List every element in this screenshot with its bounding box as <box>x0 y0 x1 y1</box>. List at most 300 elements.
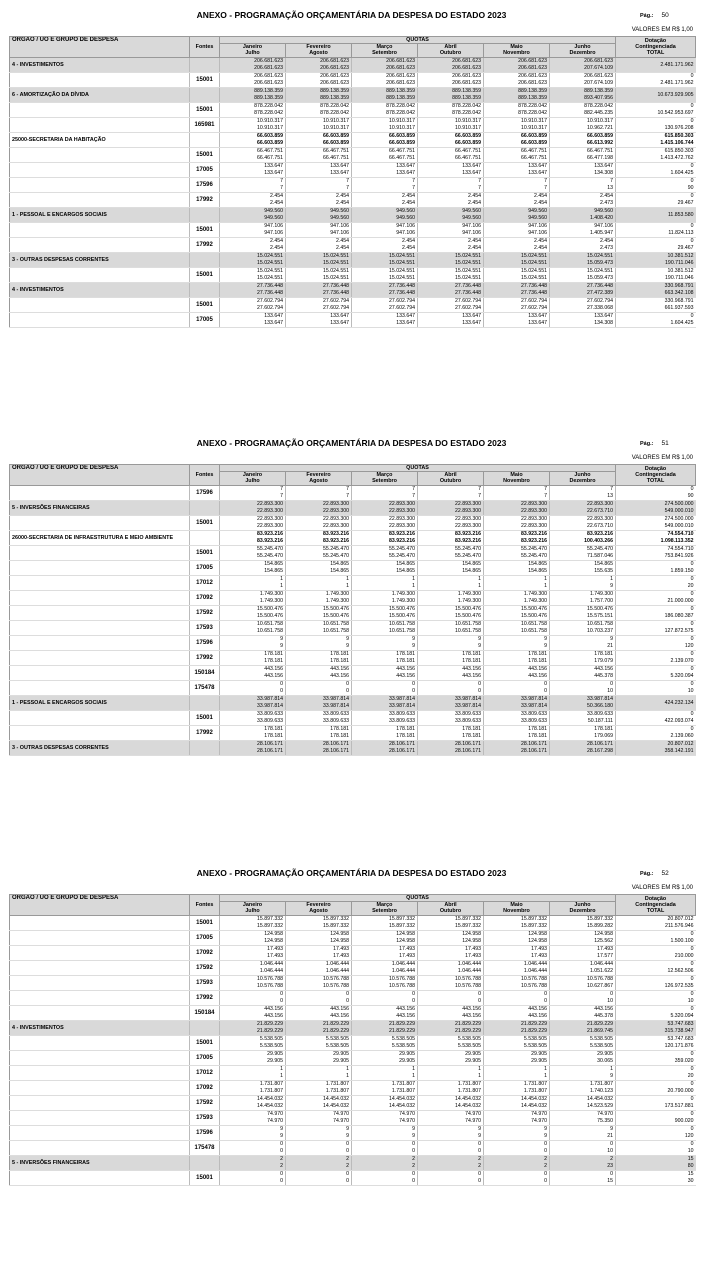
row-value: 55.245.470 <box>455 546 481 553</box>
source-row <box>10 1125 696 1140</box>
row-value: 949.560 <box>528 208 547 215</box>
row-value-cell <box>286 117 352 132</box>
row-value: 2.454 <box>336 199 349 206</box>
row-value: 9 <box>412 642 415 649</box>
row-value-cell <box>550 1020 616 1035</box>
row-label <box>10 312 190 327</box>
row-label <box>10 147 190 162</box>
row-value: 22.893.300 <box>257 516 283 523</box>
report-page <box>0 6 703 426</box>
row-value: 2.454 <box>468 244 481 251</box>
row-value: 133.647 <box>594 163 614 170</box>
row-value-cell <box>220 1110 286 1125</box>
row-value: 10.910.317 <box>323 124 349 131</box>
row-value: 15.897.332 <box>521 916 547 923</box>
row-value: 33.809.633 <box>455 711 481 718</box>
row-value: 133.647 <box>330 313 349 320</box>
row-value: 206.681.623 <box>254 79 283 86</box>
row-value: 0 <box>544 1147 547 1154</box>
row-value-cell <box>418 87 484 102</box>
row-value: 9 <box>478 636 481 643</box>
row-value-cell <box>550 575 616 590</box>
row-fonte: 17992 <box>190 650 220 665</box>
header-month-line: Novembro <box>503 908 530 915</box>
header-month-line: Outubro <box>439 908 462 915</box>
row-value: 0 <box>690 1096 694 1103</box>
row-value: 0 <box>690 73 694 80</box>
row-label <box>10 635 190 650</box>
row-value: 5.320.094 <box>670 672 694 679</box>
row-value: 9 <box>610 1072 614 1079</box>
row-value: 947.106 <box>264 223 283 230</box>
row-value: 0 <box>412 991 415 998</box>
row-value: 10.651.758 <box>389 627 415 634</box>
row-value: 83.923.216 <box>257 531 283 538</box>
row-fonte: 15001 <box>190 222 220 237</box>
row-value: 15.024.551 <box>257 268 283 275</box>
row-value: 22.893.300 <box>257 501 283 508</box>
row-value: 66.467.751 <box>389 148 415 155</box>
row-value: 9 <box>544 1132 547 1139</box>
row-value: 0 <box>690 726 694 733</box>
row-fonte <box>190 1020 220 1035</box>
row-value-cell <box>286 192 352 207</box>
row-value: 120.171.876 <box>664 1042 694 1049</box>
expense-group-row <box>10 252 696 267</box>
row-value: 22.893.300 <box>323 522 349 529</box>
page-number <box>640 870 669 877</box>
row-value: 330.968.791 <box>664 298 694 305</box>
row-value: 154.865 <box>264 561 283 568</box>
row-value: 206.681.623 <box>518 58 547 65</box>
row-value: 1 <box>346 1072 349 1079</box>
row-value: 0 <box>610 681 614 688</box>
row-value-cell <box>484 560 550 575</box>
row-value: 15.059.473 <box>587 259 614 266</box>
header-month <box>286 902 352 915</box>
row-value: 12.562.506 <box>667 967 694 974</box>
row-value-cell <box>352 710 418 725</box>
row-value: 15.500.476 <box>455 606 481 613</box>
row-value: 0 <box>280 687 283 694</box>
row-value: 33.809.633 <box>257 717 283 724</box>
row-value-cell <box>418 1065 484 1080</box>
row-value-cell <box>484 57 550 72</box>
row-value: 1 <box>280 582 283 589</box>
row-value-cell <box>418 147 484 162</box>
row-value-cell <box>550 680 616 695</box>
row-value: 22.893.300 <box>455 522 481 529</box>
row-value: 15.897.332 <box>323 916 349 923</box>
header-fontes: Fontes <box>190 895 220 916</box>
row-value-cell <box>418 57 484 72</box>
row-value: 206.681.623 <box>386 58 415 65</box>
row-value: 443.156 <box>462 1006 481 1013</box>
page-title: ANEXO - PROGRAMAÇÃO ORÇAMENTÁRIA DA DESPESA DO ESTADO 2023 <box>196 10 507 20</box>
header-month <box>484 902 550 915</box>
header-month-line: Setembro <box>372 50 397 57</box>
row-value-cell <box>418 102 484 117</box>
row-value: 10.910.317 <box>587 118 614 125</box>
header-month-line: Dezembro <box>569 50 596 57</box>
row-fonte: 150184 <box>190 1005 220 1020</box>
row-fonte: 175478 <box>190 1140 220 1155</box>
row-value: 1.604.425 <box>670 319 694 326</box>
row-value: 33.987.814 <box>389 696 415 703</box>
row-value: 14.454.032 <box>323 1096 349 1103</box>
row-value: 889.138.359 <box>386 88 415 95</box>
row-fonte: 15001 <box>190 72 220 87</box>
row-value: 20.790.000 <box>667 1087 694 1094</box>
row-value: 33.809.633 <box>323 717 349 724</box>
row-value: 443.156 <box>264 1012 283 1019</box>
row-value-cell <box>418 695 484 710</box>
row-value: 0 <box>280 997 283 1004</box>
row-value: 15.897.332 <box>455 916 481 923</box>
row-value-cell <box>220 1065 286 1080</box>
row-value: 17.493 <box>267 946 283 953</box>
row-value: 15 <box>687 1171 694 1178</box>
row-value: 1 <box>280 1066 283 1073</box>
values-unit: VALORES EM R$ 1,00 <box>631 885 693 891</box>
row-value: 1.749.300 <box>325 591 349 598</box>
row-value-cell <box>220 990 286 1005</box>
row-value: 80 <box>687 1162 694 1169</box>
row-value: 0 <box>478 1171 481 1178</box>
row-value: 30 <box>687 1177 694 1184</box>
row-value: 947.106 <box>528 223 547 230</box>
row-value: 15.897.332 <box>389 916 415 923</box>
row-value: 206.681.623 <box>320 58 349 65</box>
row-value-cell <box>352 725 418 740</box>
row-value: 66.613.992 <box>587 139 614 146</box>
page-title: ANEXO - PROGRAMAÇÃO ORÇAMENTÁRIA DA DESPESA DO ESTADO 2023 <box>196 438 507 448</box>
row-value: 1 <box>610 576 614 583</box>
row-value-cell <box>616 945 696 960</box>
row-value: 178.181 <box>594 726 614 733</box>
row-value-cell <box>484 1095 550 1110</box>
row-value-cell <box>484 177 550 192</box>
header-month-line: Maio <box>510 44 523 51</box>
row-value: 28.106.171 <box>455 747 481 754</box>
row-value: 2.454 <box>600 238 614 245</box>
row-value: 878.228.042 <box>584 103 614 110</box>
header-dotacao <box>616 465 696 486</box>
row-value: 947.106 <box>330 229 349 236</box>
row-value: 947.106 <box>462 223 481 230</box>
row-value: 0 <box>690 178 694 185</box>
source-row <box>10 945 696 960</box>
row-value-cell <box>220 695 286 710</box>
row-value: 190.711.046 <box>665 274 694 281</box>
row-value-cell <box>286 1155 352 1170</box>
row-value-cell <box>550 192 616 207</box>
row-value: 443.156 <box>396 672 415 679</box>
row-value: 33.987.814 <box>323 696 349 703</box>
row-value-cell <box>286 500 352 515</box>
row-value: 9 <box>412 636 415 643</box>
row-label <box>10 1065 190 1080</box>
row-value: 33.809.633 <box>521 711 547 718</box>
row-value: 2 <box>544 1162 547 1169</box>
row-value: 74.970 <box>465 1111 481 1118</box>
row-value-cell <box>616 725 696 740</box>
row-value-cell <box>484 620 550 635</box>
row-value-cell <box>286 102 352 117</box>
row-value-cell <box>286 650 352 665</box>
row-value: 33.809.633 <box>323 711 349 718</box>
row-value: 2.454 <box>336 193 349 200</box>
row-value: 22.893.300 <box>389 522 415 529</box>
row-value: 1.098.113.352 <box>660 537 694 544</box>
source-row <box>10 620 696 635</box>
row-value: 15.500.476 <box>521 612 547 619</box>
row-value-cell <box>550 252 616 267</box>
row-value: 7 <box>412 492 415 499</box>
row-value: 29.905 <box>531 1051 547 1058</box>
row-value-cell <box>550 515 616 530</box>
row-value: 27.602.794 <box>455 304 481 311</box>
row-value-cell <box>484 945 550 960</box>
row-value: 10.910.317 <box>389 124 415 131</box>
row-value-cell <box>616 740 696 755</box>
row-value-cell <box>616 710 696 725</box>
header-month-line: Setembro <box>372 478 397 485</box>
row-fonte: 17092 <box>190 945 220 960</box>
row-value: 0 <box>690 666 694 673</box>
row-value: 1.046.444 <box>457 961 481 968</box>
row-value-cell <box>352 515 418 530</box>
row-value: 21.829.229 <box>257 1027 283 1034</box>
row-value-cell <box>418 665 484 680</box>
row-value-cell <box>352 1110 418 1125</box>
row-value: 178.181 <box>594 651 614 658</box>
row-value: 1.749.300 <box>457 591 481 598</box>
row-value: 17.493 <box>531 952 547 959</box>
row-value: 7 <box>280 184 283 191</box>
row-fonte: 15001 <box>190 297 220 312</box>
row-value-cell <box>484 87 550 102</box>
row-value: 206.681.623 <box>320 79 349 86</box>
row-value-cell <box>550 237 616 252</box>
header-month-line: Janeiro <box>242 44 263 51</box>
row-value: 74.970 <box>465 1117 481 1124</box>
row-value-cell <box>550 1110 616 1125</box>
row-label <box>10 237 190 252</box>
row-value: 133.647 <box>264 319 283 326</box>
row-value: 28.106.171 <box>323 747 349 754</box>
row-value-cell <box>484 500 550 515</box>
row-label <box>10 1170 190 1185</box>
row-value: 949.560 <box>528 214 547 221</box>
report-page <box>0 434 703 854</box>
source-row <box>10 297 696 312</box>
row-value: 22.893.300 <box>323 516 349 523</box>
row-value-cell <box>286 575 352 590</box>
row-value: 178.181 <box>462 651 481 658</box>
row-value: 443.156 <box>594 1006 614 1013</box>
row-value: 20.807.012 <box>667 916 694 923</box>
expense-group-row <box>10 740 696 755</box>
row-value-cell <box>220 312 286 327</box>
source-row <box>10 117 696 132</box>
row-label: 4 - INVESTIMENTOS <box>10 282 190 297</box>
row-value: 133.647 <box>396 163 415 170</box>
row-value: 443.156 <box>264 1006 283 1013</box>
header-orgao: ÓRGÃO / UO E GRUPO DE DESPESA <box>10 895 190 916</box>
row-value: 21.829.229 <box>323 1027 349 1034</box>
row-value-cell <box>550 57 616 72</box>
row-value: 0 <box>346 1141 349 1148</box>
row-value: 878.228.042 <box>518 109 547 116</box>
row-value-cell <box>418 485 484 500</box>
row-value: 21.829.229 <box>257 1021 283 1028</box>
row-value-cell <box>550 725 616 740</box>
row-value: 14.454.032 <box>587 1096 614 1103</box>
row-value-cell <box>418 710 484 725</box>
row-value: 74.554.710 <box>667 546 694 553</box>
row-label <box>10 1110 190 1125</box>
row-value-cell <box>286 237 352 252</box>
row-value-cell <box>550 1095 616 1110</box>
row-value-cell <box>484 267 550 282</box>
row-fonte <box>190 252 220 267</box>
row-value: 878.228.042 <box>254 103 283 110</box>
row-value: 9 <box>544 1126 547 1133</box>
row-label: 5 - INVERSÕES FINANCEIRAS <box>10 500 190 515</box>
row-value: 0 <box>478 1141 481 1148</box>
row-value: 0 <box>412 1147 415 1154</box>
row-value: 66.467.751 <box>521 154 547 161</box>
row-value-cell <box>220 72 286 87</box>
row-value-cell <box>220 1005 286 1020</box>
row-value: 27.736.448 <box>521 283 547 290</box>
row-value: 178.181 <box>330 732 349 739</box>
row-value-cell <box>352 192 418 207</box>
row-label <box>10 1095 190 1110</box>
row-value: 179.079 <box>594 657 614 664</box>
row-value: 206.681.623 <box>386 79 415 86</box>
row-value: 0 <box>544 1141 547 1148</box>
row-value-cell <box>484 222 550 237</box>
row-value-cell <box>550 975 616 990</box>
row-value: 7 <box>610 486 614 493</box>
row-value: 0 <box>412 1177 415 1184</box>
row-value: 2.454 <box>534 199 547 206</box>
row-value-cell <box>550 620 616 635</box>
row-value-cell <box>418 915 484 930</box>
header-month <box>286 44 352 57</box>
row-value: 29.905 <box>465 1057 481 1064</box>
row-value-cell <box>418 605 484 620</box>
row-value: 28.106.171 <box>521 747 547 754</box>
row-value-cell <box>352 237 418 252</box>
row-value-cell <box>616 162 696 177</box>
row-fonte <box>190 57 220 72</box>
row-value-cell <box>418 930 484 945</box>
row-value: 7 <box>478 492 481 499</box>
row-value: 443.156 <box>462 1012 481 1019</box>
row-value: 2.139.060 <box>670 732 694 739</box>
row-value: 15.024.551 <box>323 274 349 281</box>
row-label <box>10 975 190 990</box>
row-fonte: 17992 <box>190 725 220 740</box>
row-value: 206.681.623 <box>386 64 415 71</box>
row-value-cell <box>418 990 484 1005</box>
row-value: 17.493 <box>333 946 349 953</box>
header-month-line: Julho <box>245 908 260 915</box>
row-value: 178.181 <box>264 726 283 733</box>
row-label <box>10 620 190 635</box>
row-value-cell <box>286 282 352 297</box>
row-value-cell <box>484 1170 550 1185</box>
row-value: 27.602.794 <box>257 304 283 311</box>
row-value-cell <box>418 1020 484 1035</box>
row-value: 443.156 <box>528 1006 547 1013</box>
row-value: 5.538.505 <box>523 1042 547 1049</box>
row-value: 14.454.032 <box>323 1102 349 1109</box>
row-label <box>10 192 190 207</box>
row-value-cell <box>418 72 484 87</box>
row-value: 949.560 <box>462 208 481 215</box>
header-month-line: Novembro <box>503 50 530 57</box>
row-value-cell <box>286 680 352 695</box>
row-value: 900.020 <box>674 1117 694 1124</box>
row-value: 1.749.300 <box>589 591 614 598</box>
header-month-line: Julho <box>245 50 260 57</box>
row-value-cell <box>220 605 286 620</box>
row-value-cell <box>418 1110 484 1125</box>
row-value-cell <box>286 1005 352 1020</box>
row-value: 10.910.317 <box>257 124 283 131</box>
row-value-cell <box>550 695 616 710</box>
row-value: 0 <box>280 991 283 998</box>
row-value: 33.809.633 <box>257 711 283 718</box>
row-value: 878.228.042 <box>386 103 415 110</box>
row-value: 0 <box>690 651 694 658</box>
source-row <box>10 1035 696 1050</box>
row-value-cell <box>220 515 286 530</box>
row-value: 207.674.109 <box>584 64 614 71</box>
row-value: 178.181 <box>396 732 415 739</box>
row-value: 154.865 <box>462 567 481 574</box>
row-value: 9 <box>280 1132 283 1139</box>
row-value: 66.467.751 <box>455 148 481 155</box>
row-value-cell <box>418 560 484 575</box>
row-value: 66.603.859 <box>257 133 283 140</box>
row-value-cell <box>286 945 352 960</box>
row-value-cell <box>352 1050 418 1065</box>
row-fonte: 15001 <box>190 1170 220 1185</box>
row-value-cell <box>616 620 696 635</box>
row-value: 0 <box>690 931 694 938</box>
row-value: 124.958 <box>528 931 547 938</box>
header-month-line: Março <box>376 44 393 51</box>
row-value: 124.958 <box>264 931 283 938</box>
row-value: 1.731.807 <box>325 1081 349 1088</box>
row-value: 33.809.633 <box>587 711 614 718</box>
row-value-cell <box>220 222 286 237</box>
row-value: 2 <box>478 1156 481 1163</box>
row-value: 178.181 <box>264 732 283 739</box>
row-value: 1.046.444 <box>523 967 547 974</box>
source-row <box>10 1005 696 1020</box>
row-value: 83.923.216 <box>323 537 349 544</box>
row-value: 178.181 <box>264 651 283 658</box>
row-value: 2 <box>346 1156 349 1163</box>
row-value-cell <box>550 960 616 975</box>
row-value-cell <box>286 975 352 990</box>
